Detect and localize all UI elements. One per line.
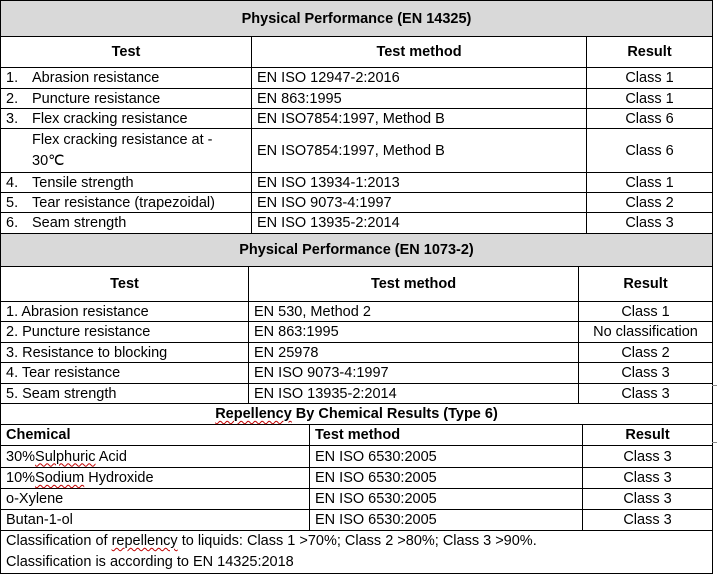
test-cell [1, 109, 252, 129]
chemical-cell [1, 446, 310, 468]
result-cell: Class 1 [587, 173, 713, 193]
column-header-chemical: Chemical [1, 425, 310, 446]
test-name: Seam strength [32, 215, 127, 231]
method-cell: EN ISO7854:1997, Method B [252, 109, 587, 129]
test-cell [1, 193, 252, 213]
chemical-cell: o-Xylene [1, 489, 310, 510]
table-row [1, 322, 713, 343]
table-en1073-2 [0, 233, 713, 404]
section-title-part2: By Chemical Results (Type 6) [291, 406, 498, 422]
table-row [1, 109, 713, 129]
result-cell: Class 1 [587, 89, 713, 109]
column-header-result: Result [579, 267, 713, 302]
table-row [1, 510, 713, 531]
method-cell: EN ISO 9073-4:1997 [249, 363, 579, 384]
method-cell: EN ISO 13935-2:2014 [252, 213, 587, 234]
test-cell [1, 129, 252, 173]
result-cell: Class 2 [587, 193, 713, 213]
method-cell: EN 863:1995 [252, 89, 587, 109]
result-cell: Class 1 [587, 68, 713, 89]
result-cell: Class 2 [579, 343, 713, 363]
section-title: Physical Performance (EN 1073-2) [1, 234, 713, 267]
table-row [1, 302, 713, 322]
section-title: Physical Performance (EN 14325) [1, 1, 713, 37]
result-cell: Class 3 [583, 468, 713, 489]
test-name: Tear resistance (trapezoidal) [32, 194, 215, 211]
method-cell: EN ISO 6530:2005 [310, 489, 583, 510]
section-header-row [1, 1, 713, 37]
method-cell: EN ISO 13934-1:2013 [252, 173, 587, 193]
method-cell: EN 863:1995 [249, 322, 579, 343]
method-cell: EN 25978 [249, 343, 579, 363]
test-cell [1, 173, 252, 193]
table-row [1, 343, 713, 363]
margin-tick [712, 385, 717, 386]
row-number: 6. [6, 215, 19, 231]
chemical-name-flagged: Sodium [35, 470, 85, 486]
test-name-line2: 30℃ [32, 152, 65, 169]
column-header-result: Result [583, 425, 713, 446]
table-row [1, 213, 713, 234]
chemical-percent: 10% [6, 470, 36, 486]
table-row [1, 129, 713, 173]
method-cell: EN 530, Method 2 [249, 302, 579, 322]
result-cell: Class 3 [583, 489, 713, 510]
standard-note: Classification is according to EN 14325:2018 [6, 554, 294, 570]
row-number: 5. [6, 194, 19, 211]
section-header-row [1, 404, 713, 425]
method-cell: EN ISO 6530:2005 [310, 446, 583, 468]
row-number: 3. [6, 110, 19, 127]
test-cell [1, 89, 252, 109]
note-text: Classification of [6, 533, 112, 549]
chemical-cell: Butan-1-ol [1, 510, 310, 531]
column-header-row [1, 267, 713, 302]
chemical-percent: 30% [6, 448, 36, 465]
test-cell: 5. Seam strength [1, 384, 249, 404]
result-cell: Class 3 [583, 446, 713, 468]
chemical-name-flagged: Sulphuric [35, 448, 96, 465]
table-row [1, 446, 713, 468]
column-header-row [1, 37, 713, 68]
section-header-row [1, 234, 713, 267]
table-row [1, 489, 713, 510]
column-header-result: Result [587, 37, 713, 68]
table-row [1, 384, 713, 404]
method-cell: EN ISO 12947-2:2016 [252, 68, 587, 89]
section-title-part1: Repellency [215, 406, 292, 422]
result-cell: Class 3 [587, 213, 713, 234]
test-cell: 3. Resistance to blocking [1, 343, 249, 363]
row-number: 4. [6, 174, 19, 191]
chemical-name-rest: Hydroxide [84, 470, 154, 486]
table-repellency [0, 403, 713, 574]
classification-note [6, 531, 707, 552]
method-cell: EN ISO 9073-4:1997 [252, 193, 587, 213]
chemical-cell [1, 468, 310, 489]
chemical-name-rest: Acid [95, 448, 127, 465]
column-header-test: Test [1, 267, 249, 302]
row-number: 2. [6, 90, 19, 107]
row-number: 1. [6, 70, 19, 86]
result-cell: Class 6 [587, 129, 713, 173]
margin-tick [712, 442, 717, 443]
column-header-method: Test method [252, 37, 587, 68]
table-row [1, 68, 713, 89]
notes-cell [1, 531, 713, 574]
method-cell: EN ISO 13935-2:2014 [249, 384, 579, 404]
table-en14325 [0, 0, 713, 234]
method-cell: EN ISO7854:1997, Method B [252, 129, 587, 173]
test-cell: 1. Abrasion resistance [1, 302, 249, 322]
column-header-row [1, 425, 713, 446]
test-cell [1, 213, 252, 234]
table-row [1, 363, 713, 384]
test-cell: 4. Tear resistance [1, 363, 249, 384]
test-cell [1, 68, 252, 89]
result-cell: Class 3 [583, 510, 713, 531]
test-name: Tensile strength [32, 174, 134, 191]
test-name: Abrasion resistance [32, 70, 160, 86]
test-name: Flex cracking resistance [32, 110, 188, 127]
column-header-method: Test method [249, 267, 579, 302]
result-cell: Class 3 [579, 363, 713, 384]
column-header-test: Test [1, 37, 252, 68]
test-name: Puncture resistance [32, 90, 161, 107]
result-cell: Class 6 [587, 109, 713, 129]
table-row [1, 173, 713, 193]
section-title [1, 404, 713, 425]
table-row [1, 468, 713, 489]
table-row [1, 89, 713, 109]
result-cell: Class 3 [579, 384, 713, 404]
table-row [1, 193, 713, 213]
notes-row [1, 531, 713, 574]
note-text-flagged: repellency [111, 533, 178, 549]
column-header-method: Test method [310, 425, 583, 446]
method-cell: EN ISO 6530:2005 [310, 510, 583, 531]
test-cell: 2. Puncture resistance [1, 322, 249, 343]
test-name-line1: Flex cracking resistance at - [32, 131, 213, 148]
result-cell: Class 1 [579, 302, 713, 322]
note-text: to liquids: Class 1 >70%; Class 2 >80%; Class 3 >90%. [177, 533, 537, 549]
method-cell: EN ISO 6530:2005 [310, 468, 583, 489]
result-cell: No classification [579, 322, 713, 343]
